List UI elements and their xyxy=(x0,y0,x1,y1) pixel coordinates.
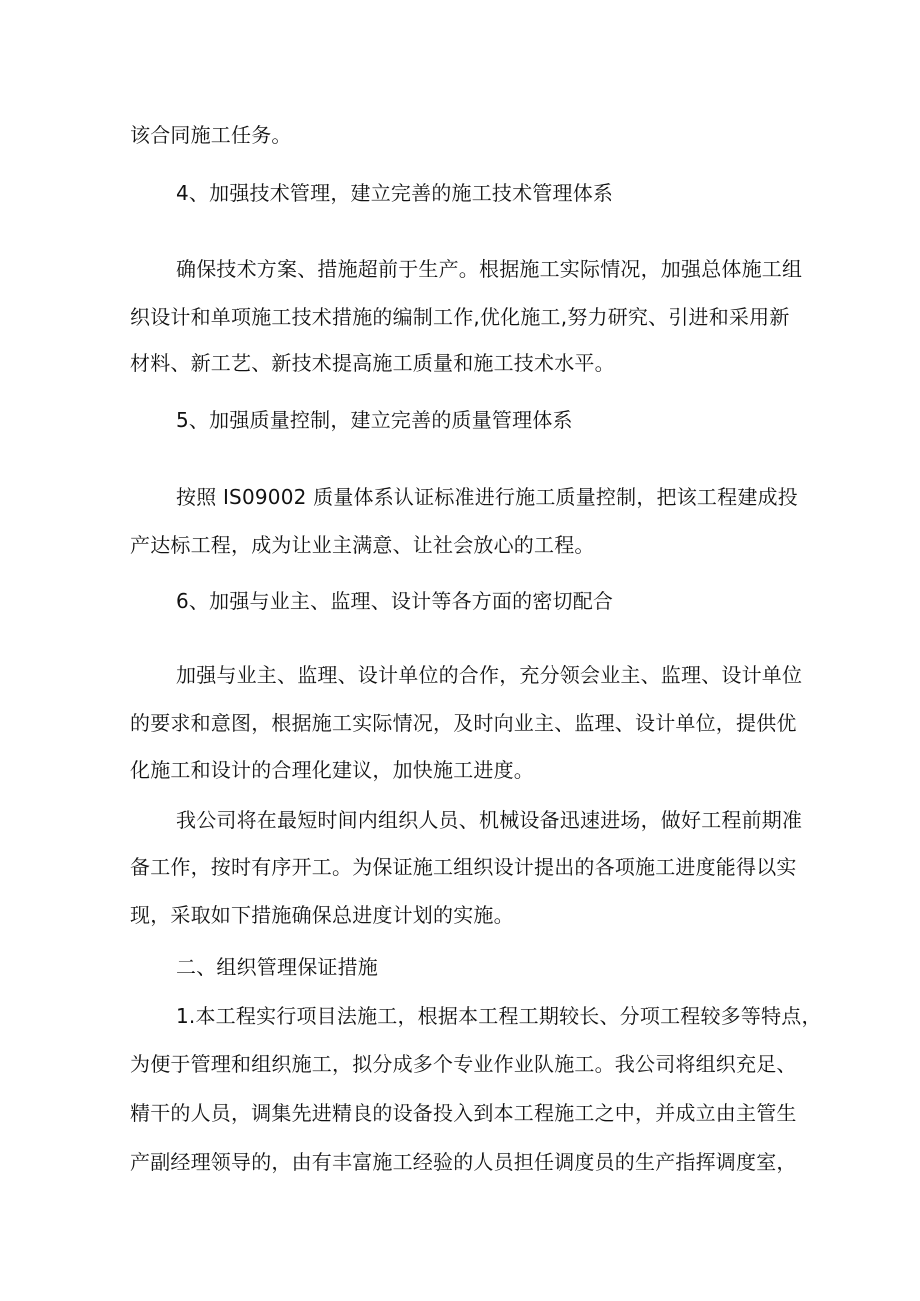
section-heading-6: 6、加强与业主、监理、设计等各方面的密切配合 xyxy=(176,589,614,613)
paragraph-tech-management-line-1: 确保技术方案、措施超前于生产。根据施工实际情况，加强总体施工组 xyxy=(176,257,803,281)
paragraph-cooperation-line-3: 化施工和设计的合理化建议，加快施工进度。 xyxy=(130,758,534,782)
paragraph-company-line-1: 我公司将在最短时间内组织人员、机械设备迅速进场，做好工程前期准 xyxy=(176,808,803,832)
section-heading-organization: 二、组织管理保证措施 xyxy=(176,955,378,979)
paragraph-quality-line-1: 按照 IS09002 质量体系认证标准进行施工质量控制，把该工程建成投 xyxy=(176,485,798,509)
paragraph-organization-line-1: 1.本工程实行项目法施工，根据本工程工期较长、分项工程较多等特点， xyxy=(176,1004,822,1028)
paragraph-continuation: 该合同施工任务。 xyxy=(130,123,292,147)
paragraph-tech-management-line-2: 织设计和单项施工技术措施的编制工作,优化施工,努力研究、引进和采用新 xyxy=(130,305,790,329)
paragraph-cooperation-line-2: 的要求和意图，根据施工实际情况，及时向业主、监理、设计单位，提供优 xyxy=(130,711,797,735)
section-heading-5: 5、加强质量控制，建立完善的质量管理体系 xyxy=(176,408,573,432)
paragraph-organization-line-3: 精干的人员，调集先进精良的设备投入到本工程施工之中，并成立由主管生 xyxy=(130,1101,797,1125)
paragraph-tech-management-line-3: 材料、新工艺、新技术提高施工质量和施工技术水平。 xyxy=(130,351,615,375)
paragraph-company-line-2: 备工作，按时有序开工。为保证施工组织设计提出的各项施工进度能得以实 xyxy=(130,855,797,879)
paragraph-company-line-3: 现，采取如下措施确保总进度计划的实施。 xyxy=(130,903,514,927)
paragraph-cooperation-line-1: 加强与业主、监理、设计单位的合作，充分领会业主、监理、设计单位 xyxy=(176,663,803,687)
section-heading-4: 4、加强技术管理，建立完善的施工技术管理体系 xyxy=(176,181,614,205)
paragraph-quality-line-2: 产达标工程，成为让业主满意、让社会放心的工程。 xyxy=(130,533,595,557)
paragraph-organization-line-2: 为便于管理和组织施工，拟分成多个专业作业队施工。我公司将组织充足、 xyxy=(130,1052,797,1076)
paragraph-organization-line-4: 产副经理领导的，由有丰富施工经验的人员担任调度员的生产指挥调度室， xyxy=(130,1150,797,1174)
